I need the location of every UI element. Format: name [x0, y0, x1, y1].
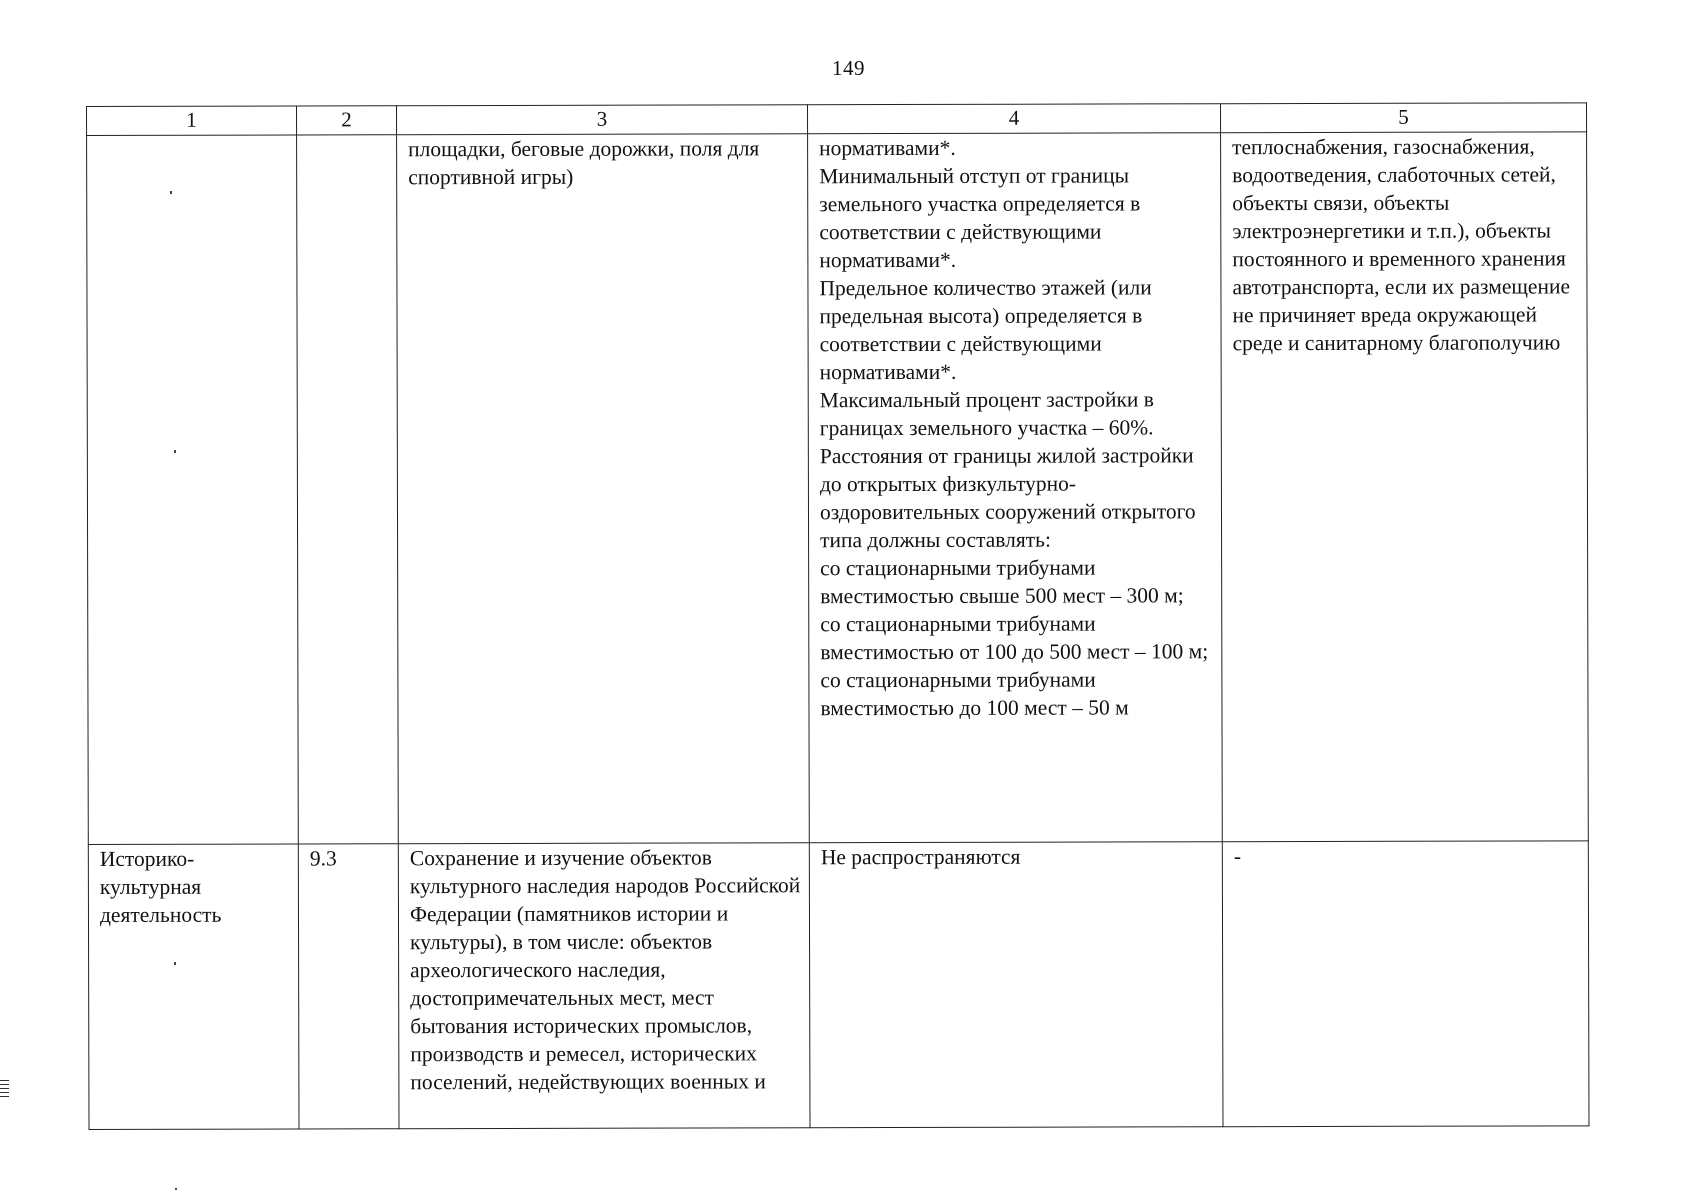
table-header-row	[87, 103, 1587, 136]
cell-description: Сохранение и изучение объектов культурного наследия народов Российской Федерации (памятников истории и культуры), в том числе: объектов археологического наследия, достопримечательных мест, мест бытования исторических промыслов, производств и ремесел, исторических поселений, недействующих военных и	[398, 843, 810, 1129]
table-row	[87, 132, 1589, 845]
header-col-2: 2	[297, 106, 397, 135]
cell-parameters: нормативами*. Минимальный отступ от границы земельного участка определяется в соответствии с действующими нормативами*. Предельное количество этажей (или предельная высота) определяется в соответствии с действующими нормативами*. Максимальный процент застройки в границах земельного участка – 60%. Расстояния от границы жилой застройки до открытых физкультурно-оздоровительных сооружений открытого типа должны составлять: со стационарными трибунами вместимостью свыше 500 мест – 300 м; со стационарными трибунами вместимостью от 100 до 500 мест – 100 м; со стационарными трибунами вместимостью до 100 мест – 50 м	[808, 133, 1223, 843]
cell-description: площадки, беговые дорожки, поля для спортивной игры)	[397, 134, 810, 844]
table-row	[88, 841, 1589, 1130]
header-col-3: 3	[397, 105, 808, 135]
header-col-4: 4	[807, 104, 1220, 134]
margin-marks	[0, 1080, 9, 1100]
header-col-1: 1	[87, 106, 297, 136]
cell-code	[297, 135, 399, 844]
cell-code: 9.3	[298, 844, 399, 1129]
cell-land-use-name: Историко-культурная деятельность	[88, 844, 299, 1130]
cell-parameters: Не распространяются	[809, 842, 1223, 1128]
header-col-5: 5	[1220, 103, 1586, 133]
regulations-table	[86, 102, 1589, 1130]
cell-land-use-name	[87, 135, 299, 845]
cell-auxiliary-uses: теплоснабжения, газоснабжения, водоотведения, слаботочных сетей, объекты связи, объекты электроэнергетики и т.п.), объекты постоянного и временного хранения автотранспорта, если их размещение не причиняет вреда окружающей среде и санитарному благополучию	[1221, 132, 1589, 842]
cell-auxiliary-uses: -	[1222, 841, 1589, 1127]
page-number: 149	[832, 56, 865, 80]
